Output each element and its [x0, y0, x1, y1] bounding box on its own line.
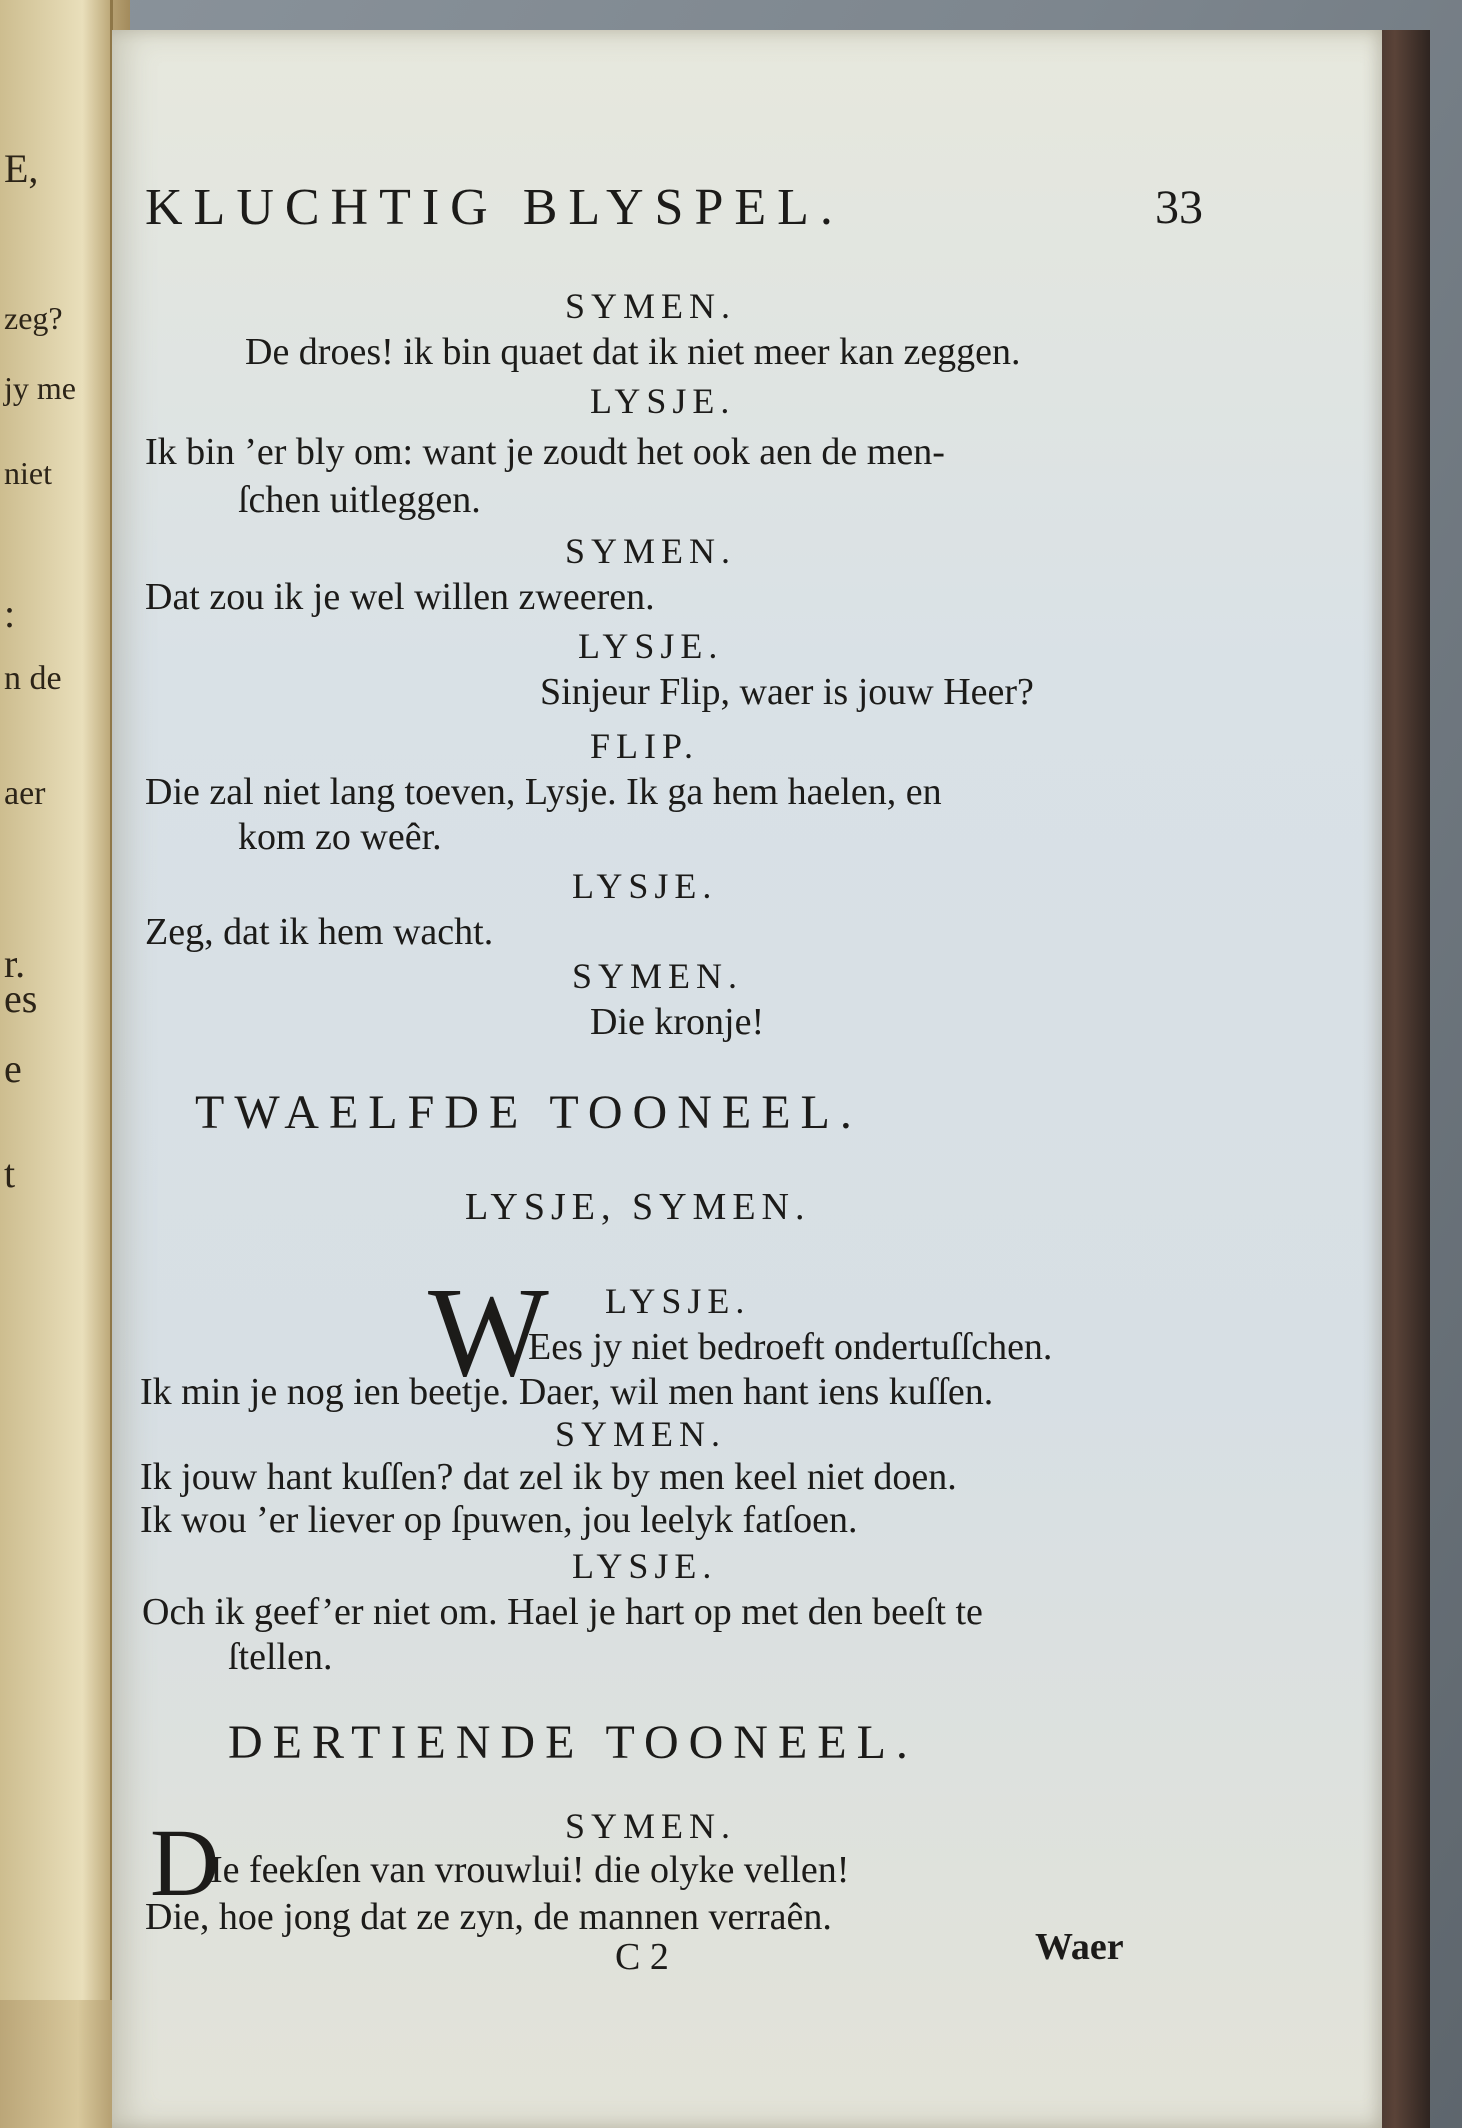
drop-initial: W — [428, 1261, 549, 1403]
left-fragment: es — [4, 976, 38, 1021]
verse-line: ſchen uitleggen. — [238, 479, 481, 521]
signature-mark: C 2 — [615, 1936, 669, 1978]
verse-line: Dat zou ik je wel willen zweeren. — [145, 576, 655, 618]
verse-line: Ik wou ’er liever op ſpuwen, jou leelyk fatſoen. — [140, 1499, 858, 1541]
page-number: 33 — [1155, 181, 1203, 234]
left-fragment: E, — [4, 146, 39, 191]
left-page-text — [0, 0, 110, 2000]
left-fragment: aer — [4, 775, 46, 812]
left-fragment: jy me — [4, 370, 76, 406]
speaker-name: FLIP. — [590, 726, 700, 766]
speaker-name: LYSJE. — [605, 1281, 751, 1321]
left-fragment: r. — [4, 941, 26, 986]
left-fragment: zeg? — [4, 300, 63, 336]
verse-line: Ie feekſen van vrouwlui! die olyke vellen! — [210, 1849, 850, 1891]
speaker-name: SYMEN. — [555, 1414, 727, 1454]
speaker-name: LYSJE. — [572, 866, 718, 906]
scene-heading: TWAELFDE TOONEEL. — [195, 1086, 862, 1139]
left-page — [0, 0, 113, 2000]
scene-cast: LYSJE, SYMEN. — [465, 1186, 811, 1228]
speaker-name: SYMEN. — [565, 1806, 737, 1846]
left-fragment: : — [4, 591, 16, 636]
speaker-name: SYMEN. — [565, 286, 737, 326]
speaker-name: SYMEN. — [565, 531, 737, 571]
verse-line: Die kronje! — [590, 1001, 765, 1043]
left-fragment: niet — [4, 455, 52, 491]
left-fragment: n de — [4, 660, 62, 697]
catchword: Waer — [1035, 1926, 1124, 1968]
speaker-name: LYSJE. — [572, 1546, 718, 1586]
scene-heading: DERTIENDE TOONEEL. — [228, 1716, 918, 1769]
verse-line: Och ik geef’er niet om. Hael je hart op met den beeſt te — [142, 1591, 983, 1633]
verse-line: De droes! ik bin quaet dat ik niet meer kan zeggen. — [245, 331, 1021, 373]
verse-line: Die zal niet lang toeven, Lysje. Ik ga hem haelen, en — [145, 771, 942, 813]
verse-line: kom zo weêr. — [238, 816, 442, 858]
speaker-name: SYMEN. — [572, 956, 744, 996]
left-fragment: t — [4, 1151, 16, 1196]
running-head: KLUCHTIG BLYSPEL. — [145, 179, 844, 236]
verse-line: Zeg, dat ik hem wacht. — [145, 911, 494, 953]
verse-line: Die, hoe jong dat ze zyn, de mannen verraên. — [145, 1896, 832, 1938]
verse-line: Ik min je nog ien beetje. Daer, wil men hant iens kuſſen. — [140, 1371, 994, 1413]
speaker-name: LYSJE. — [578, 626, 724, 666]
verse-line: Ik jouw hant kuſſen? dat zel ik by men keel niet doen. — [140, 1456, 957, 1498]
verse-line: Ik bin ’er bly om: want je zoudt het ook aen de men- — [145, 431, 945, 473]
left-fragment: e — [4, 1046, 22, 1091]
verse-line: ſtellen. — [228, 1636, 333, 1678]
drop-initial: D — [150, 1809, 220, 1916]
verse-line: Ees jy niet bedroeft ondertuſſchen. — [528, 1326, 1053, 1368]
speaker-name: LYSJE. — [590, 381, 736, 421]
verse-line: Sinjeur Flip, waer is jouw Heer? — [540, 671, 1034, 713]
